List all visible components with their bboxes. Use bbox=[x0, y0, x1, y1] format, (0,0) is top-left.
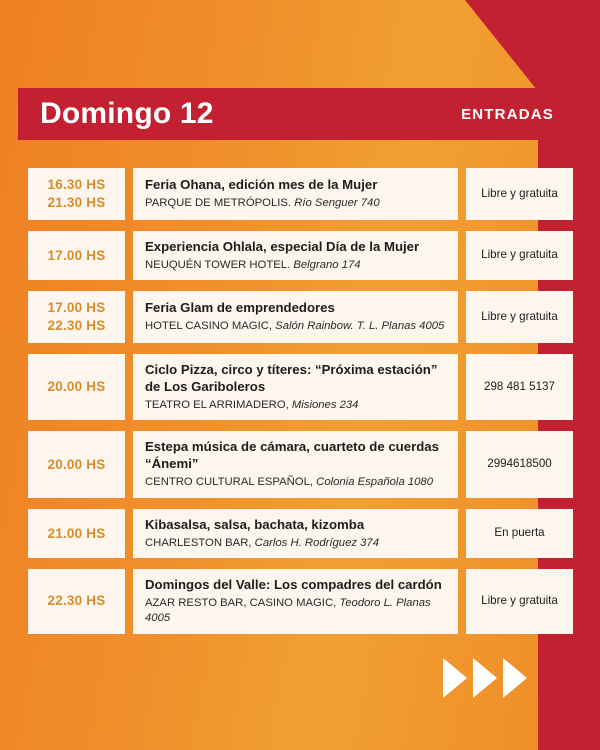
event-info bbox=[133, 569, 458, 633]
event-venue-name: CHARLESTON BAR, bbox=[145, 536, 252, 549]
event-venue-name: NEUQUÉN TOWER HOTEL. bbox=[145, 258, 291, 271]
event-venue-name: AZAR RESTO BAR, CASINO MAGIC, bbox=[145, 597, 337, 610]
event-time-line: 20.00 HS bbox=[47, 456, 106, 472]
event-time bbox=[28, 291, 125, 343]
event-price: En puerta bbox=[466, 509, 573, 559]
list-item bbox=[28, 291, 573, 343]
event-venue bbox=[145, 398, 446, 413]
event-address: Carlos H. Rodríguez 374 bbox=[254, 536, 379, 549]
event-time bbox=[28, 231, 125, 281]
list-item bbox=[28, 168, 573, 220]
event-price: Libre y gratuita bbox=[466, 168, 573, 220]
event-title: Feria Ohana, edición mes de la Mujer bbox=[145, 177, 378, 193]
day-header-band bbox=[18, 88, 600, 140]
event-time-line: 22.30 HS bbox=[47, 318, 106, 333]
event-price: Libre y gratuita bbox=[466, 231, 573, 281]
event-price: Libre y gratuita bbox=[466, 569, 573, 633]
list-item bbox=[28, 431, 573, 497]
event-info bbox=[133, 231, 458, 281]
event-time bbox=[28, 431, 125, 497]
event-title: Experiencia Ohlala, especial Día de la Mujer bbox=[145, 238, 420, 254]
event-time bbox=[28, 509, 125, 559]
event-price: Libre y gratuita bbox=[466, 291, 573, 343]
event-address: Río Senguer 740 bbox=[294, 196, 380, 209]
event-venue bbox=[145, 258, 446, 273]
decorative-diagonal-shape bbox=[0, 0, 600, 100]
event-venue bbox=[145, 196, 446, 211]
event-title: Feria Glam de emprendedores bbox=[145, 300, 335, 316]
event-title: Estepa música de cámara, cuarteto de cuerdas “Ánemi” bbox=[145, 439, 439, 472]
event-venue-name: CENTRO CULTURAL ESPAÑOL, bbox=[145, 476, 314, 489]
event-info bbox=[133, 431, 458, 497]
event-info bbox=[133, 509, 458, 559]
event-info bbox=[133, 168, 458, 220]
event-time-line: 21.00 HS bbox=[47, 525, 106, 541]
event-time bbox=[28, 569, 125, 633]
event-time-line: 17.00 HS bbox=[47, 247, 106, 263]
event-time bbox=[28, 168, 125, 220]
event-time-line: 17.00 HS bbox=[47, 300, 106, 316]
event-venue-name: TEATRO EL ARRIMADERO, bbox=[145, 398, 289, 411]
event-venue bbox=[145, 536, 446, 551]
event-venue bbox=[145, 596, 446, 625]
event-time-line: 20.00 HS bbox=[47, 379, 106, 395]
event-time-line: 22.30 HS bbox=[47, 593, 106, 609]
event-list bbox=[28, 168, 573, 645]
event-info bbox=[133, 291, 458, 343]
event-title: Domingos del Valle: Los compadres del cardón bbox=[145, 577, 442, 593]
list-item bbox=[28, 509, 573, 559]
list-item bbox=[28, 354, 573, 420]
event-address: Belgrano 174 bbox=[293, 258, 361, 271]
event-address: Colonia Española 1080 bbox=[316, 476, 433, 489]
event-venue bbox=[145, 319, 446, 334]
event-price: 298 481 5137 bbox=[466, 354, 573, 420]
event-address: Misiones 234 bbox=[291, 398, 359, 411]
event-venue-name: HOTEL CASINO MAGIC, bbox=[145, 320, 273, 333]
event-price: 2994618500 bbox=[466, 431, 573, 497]
event-time-line: 21.30 HS bbox=[47, 194, 106, 210]
event-title: Kibasalsa, salsa, bachata, kizomba bbox=[145, 516, 365, 532]
event-address: Teodoro L. Planas 4005 bbox=[145, 597, 431, 624]
event-info bbox=[133, 354, 458, 420]
event-title: Ciclo Pizza, circo y títeres: “Próxima estación” de Los Gariboleros bbox=[145, 361, 438, 394]
event-time-line: 16.30 HS bbox=[47, 177, 106, 192]
list-item bbox=[28, 569, 573, 633]
event-time bbox=[28, 354, 125, 420]
event-venue-name: PARQUE DE METRÓPOLIS. bbox=[145, 196, 292, 209]
event-address: Salón Rainbow. T. L. Planas 4005 bbox=[275, 320, 445, 333]
page-title: Domingo 12 bbox=[40, 97, 214, 130]
triple-chevron-right-icon bbox=[443, 658, 527, 698]
tickets-label: ENTRADAS bbox=[461, 105, 554, 123]
list-item bbox=[28, 231, 573, 281]
event-venue bbox=[145, 475, 446, 490]
